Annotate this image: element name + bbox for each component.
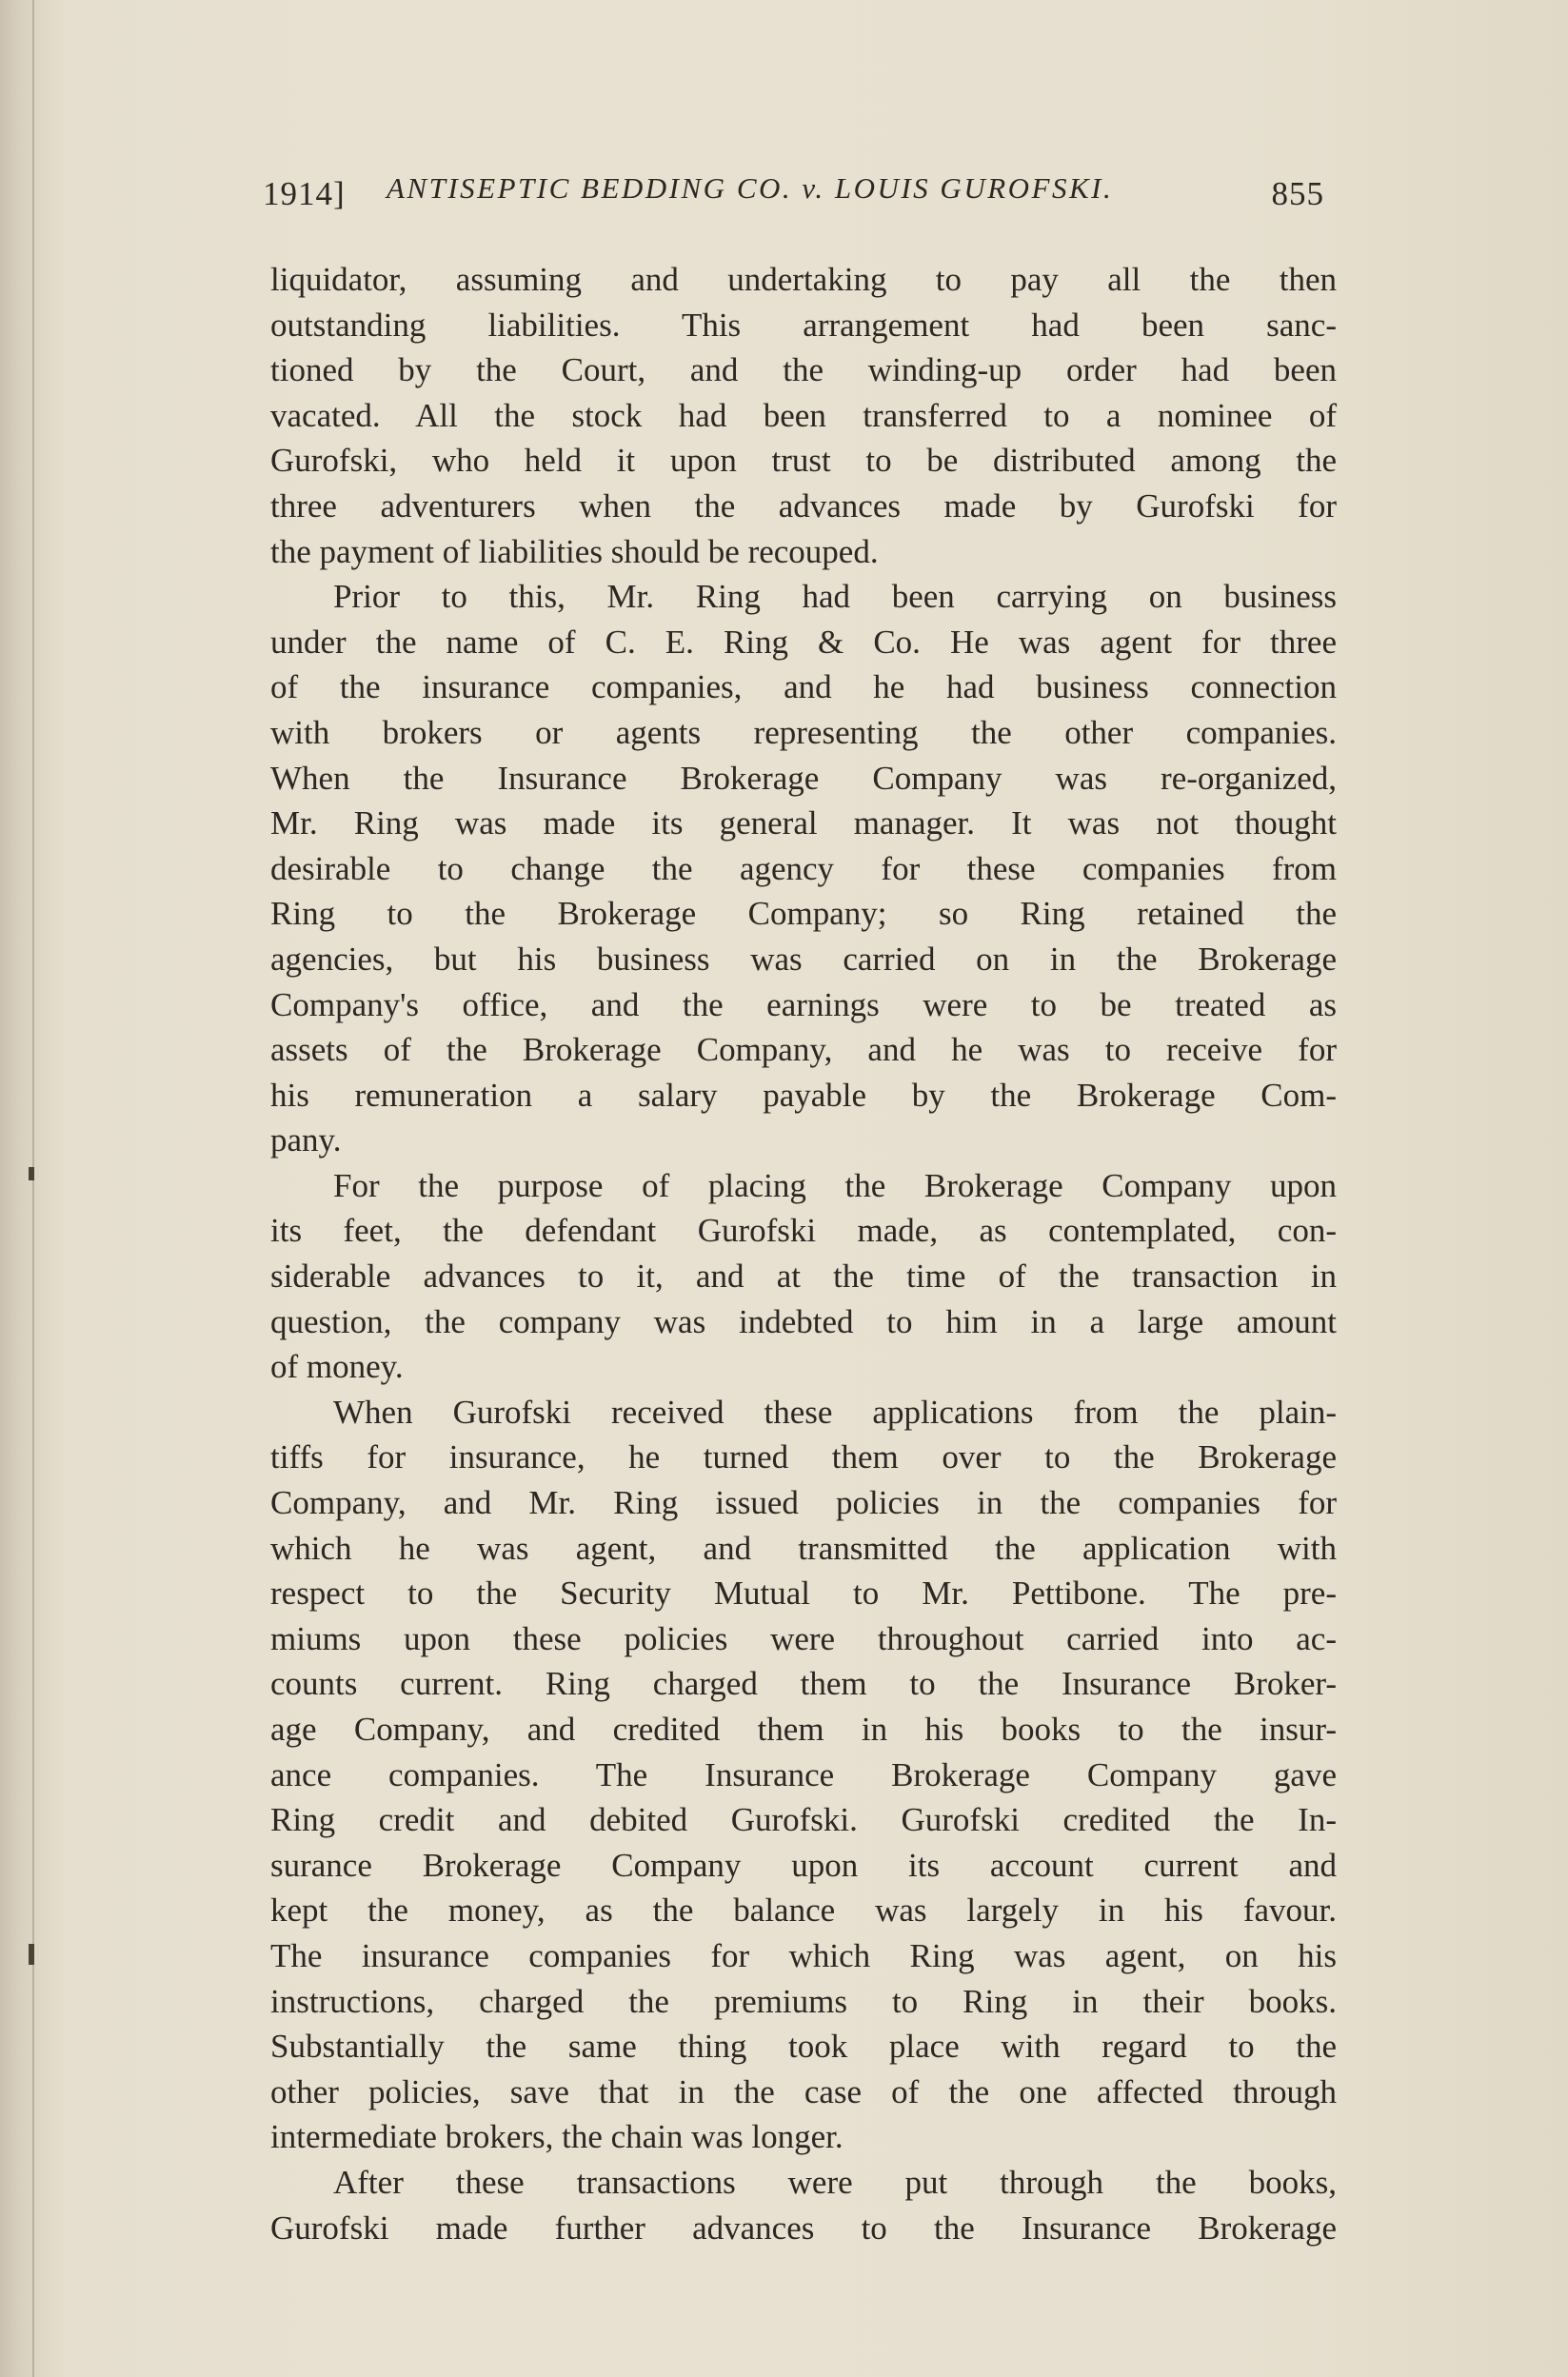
running-header — [263, 168, 1324, 221]
text-line: under the name of C. E. Ring & Co. He was agent for three — [270, 623, 1337, 661]
text-line: his remuneration a salary payable by the Brokerage Com- — [270, 1076, 1337, 1114]
text-line: When Gurofski received these applications from the plain- — [333, 1393, 1337, 1431]
text-line: the payment of liabilities should be recouped. — [270, 532, 879, 570]
margin-mark — [29, 1167, 34, 1180]
text-line: respect to the Security Mutual to Mr. Pettibone. The pre- — [270, 1575, 1337, 1613]
text-line: siderable advances to it, and at the time of the transaction in — [270, 1258, 1337, 1296]
text-line: ance companies. The Insurance Brokerage Company gave — [270, 1755, 1337, 1793]
text-line: miums upon these policies were throughout carried into ac- — [270, 1619, 1337, 1657]
text-line: vacated. All the stock had been transferred to a nominee of — [270, 396, 1337, 434]
text-line: After these transactions were put through the books, — [333, 2163, 1337, 2201]
text-line: kept the money, as the balance was largely in his favour. — [270, 1892, 1337, 1930]
text-line: When the Insurance Brokerage Company was re-organized, — [270, 759, 1337, 797]
binding-gutter — [32, 0, 34, 2377]
body-text — [270, 257, 1337, 2250]
text-line: intermediate brokers, the chain was longer. — [270, 2118, 844, 2156]
text-line: Substantially the same thing took place with regard to the — [270, 2028, 1337, 2066]
text-line: of the insurance companies, and he had business connection — [270, 668, 1337, 706]
text-line: surance Brokerage Company upon its account current and — [270, 1846, 1337, 1884]
text-line: liquidator, assuming and undertaking to pay all the then — [270, 261, 1337, 298]
header-year: 1914] — [263, 175, 346, 212]
text-line: outstanding liabilities. This arrangement had been sanc- — [270, 306, 1337, 344]
text-line: instructions, charged the premiums to Ring in their books. — [270, 1982, 1337, 2020]
text-line: agencies, but his business was carried on in the Brokerage — [270, 940, 1337, 978]
text-line: The insurance companies for which Ring was agent, on his — [270, 1936, 1337, 1974]
text-line: age Company, and credited them in his books to the insur- — [270, 1711, 1337, 1748]
text-line: Ring credit and debited Gurofski. Gurofski credited the In- — [270, 1801, 1337, 1839]
text-line: tioned by the Court, and the winding-up order had been — [270, 351, 1337, 389]
text-line: Gurofski, who held it upon trust to be distributed among the — [270, 442, 1337, 480]
text-line: For the purpose of placing the Brokerage Company upon — [333, 1166, 1337, 1204]
text-line: other policies, save that in the case of the one affected through — [270, 2072, 1337, 2110]
text-line: Prior to this, Mr. Ring had been carrying on business — [333, 578, 1337, 616]
text-line: Gurofski made further advances to the Insurance Brokerage — [270, 2209, 1337, 2247]
text-line: counts current. Ring charged them to the Insurance Broker- — [270, 1665, 1337, 1703]
text-line: Ring to the Brokerage Company; so Ring retained the — [270, 895, 1337, 933]
text-line: question, the company was indebted to him in a large amount — [270, 1302, 1337, 1340]
text-line: of money. — [270, 1348, 404, 1386]
text-line: Company's office, and the earnings were to be treated as — [270, 985, 1337, 1023]
text-line: Company, and Mr. Ring issued policies in the companies for — [270, 1484, 1337, 1522]
text-line: its feet, the defendant Gurofski made, as contemplated, con- — [270, 1212, 1337, 1250]
text-line: three adventurers when the advances made by Gurofski for — [270, 486, 1337, 525]
text-line: with brokers or agents representing the other companies. — [270, 713, 1337, 751]
text-line: tiffs for insurance, he turned them over to the Brokerage — [270, 1438, 1337, 1476]
text-line: which he was agent, and transmitted the application with — [270, 1529, 1337, 1567]
header-title: ANTISEPTIC BEDDING CO. v. LOUIS GUROFSKI. — [387, 171, 1114, 205]
text-line: Mr. Ring was made its general manager. It was not thought — [270, 804, 1337, 842]
text-line: pany. — [270, 1121, 342, 1159]
page-number: 855 — [1271, 175, 1324, 212]
text-line: assets of the Brokerage Company, and he was to receive for — [270, 1031, 1337, 1069]
text-line: desirable to change the agency for these companies from — [270, 849, 1337, 887]
margin-mark — [29, 1944, 34, 1965]
